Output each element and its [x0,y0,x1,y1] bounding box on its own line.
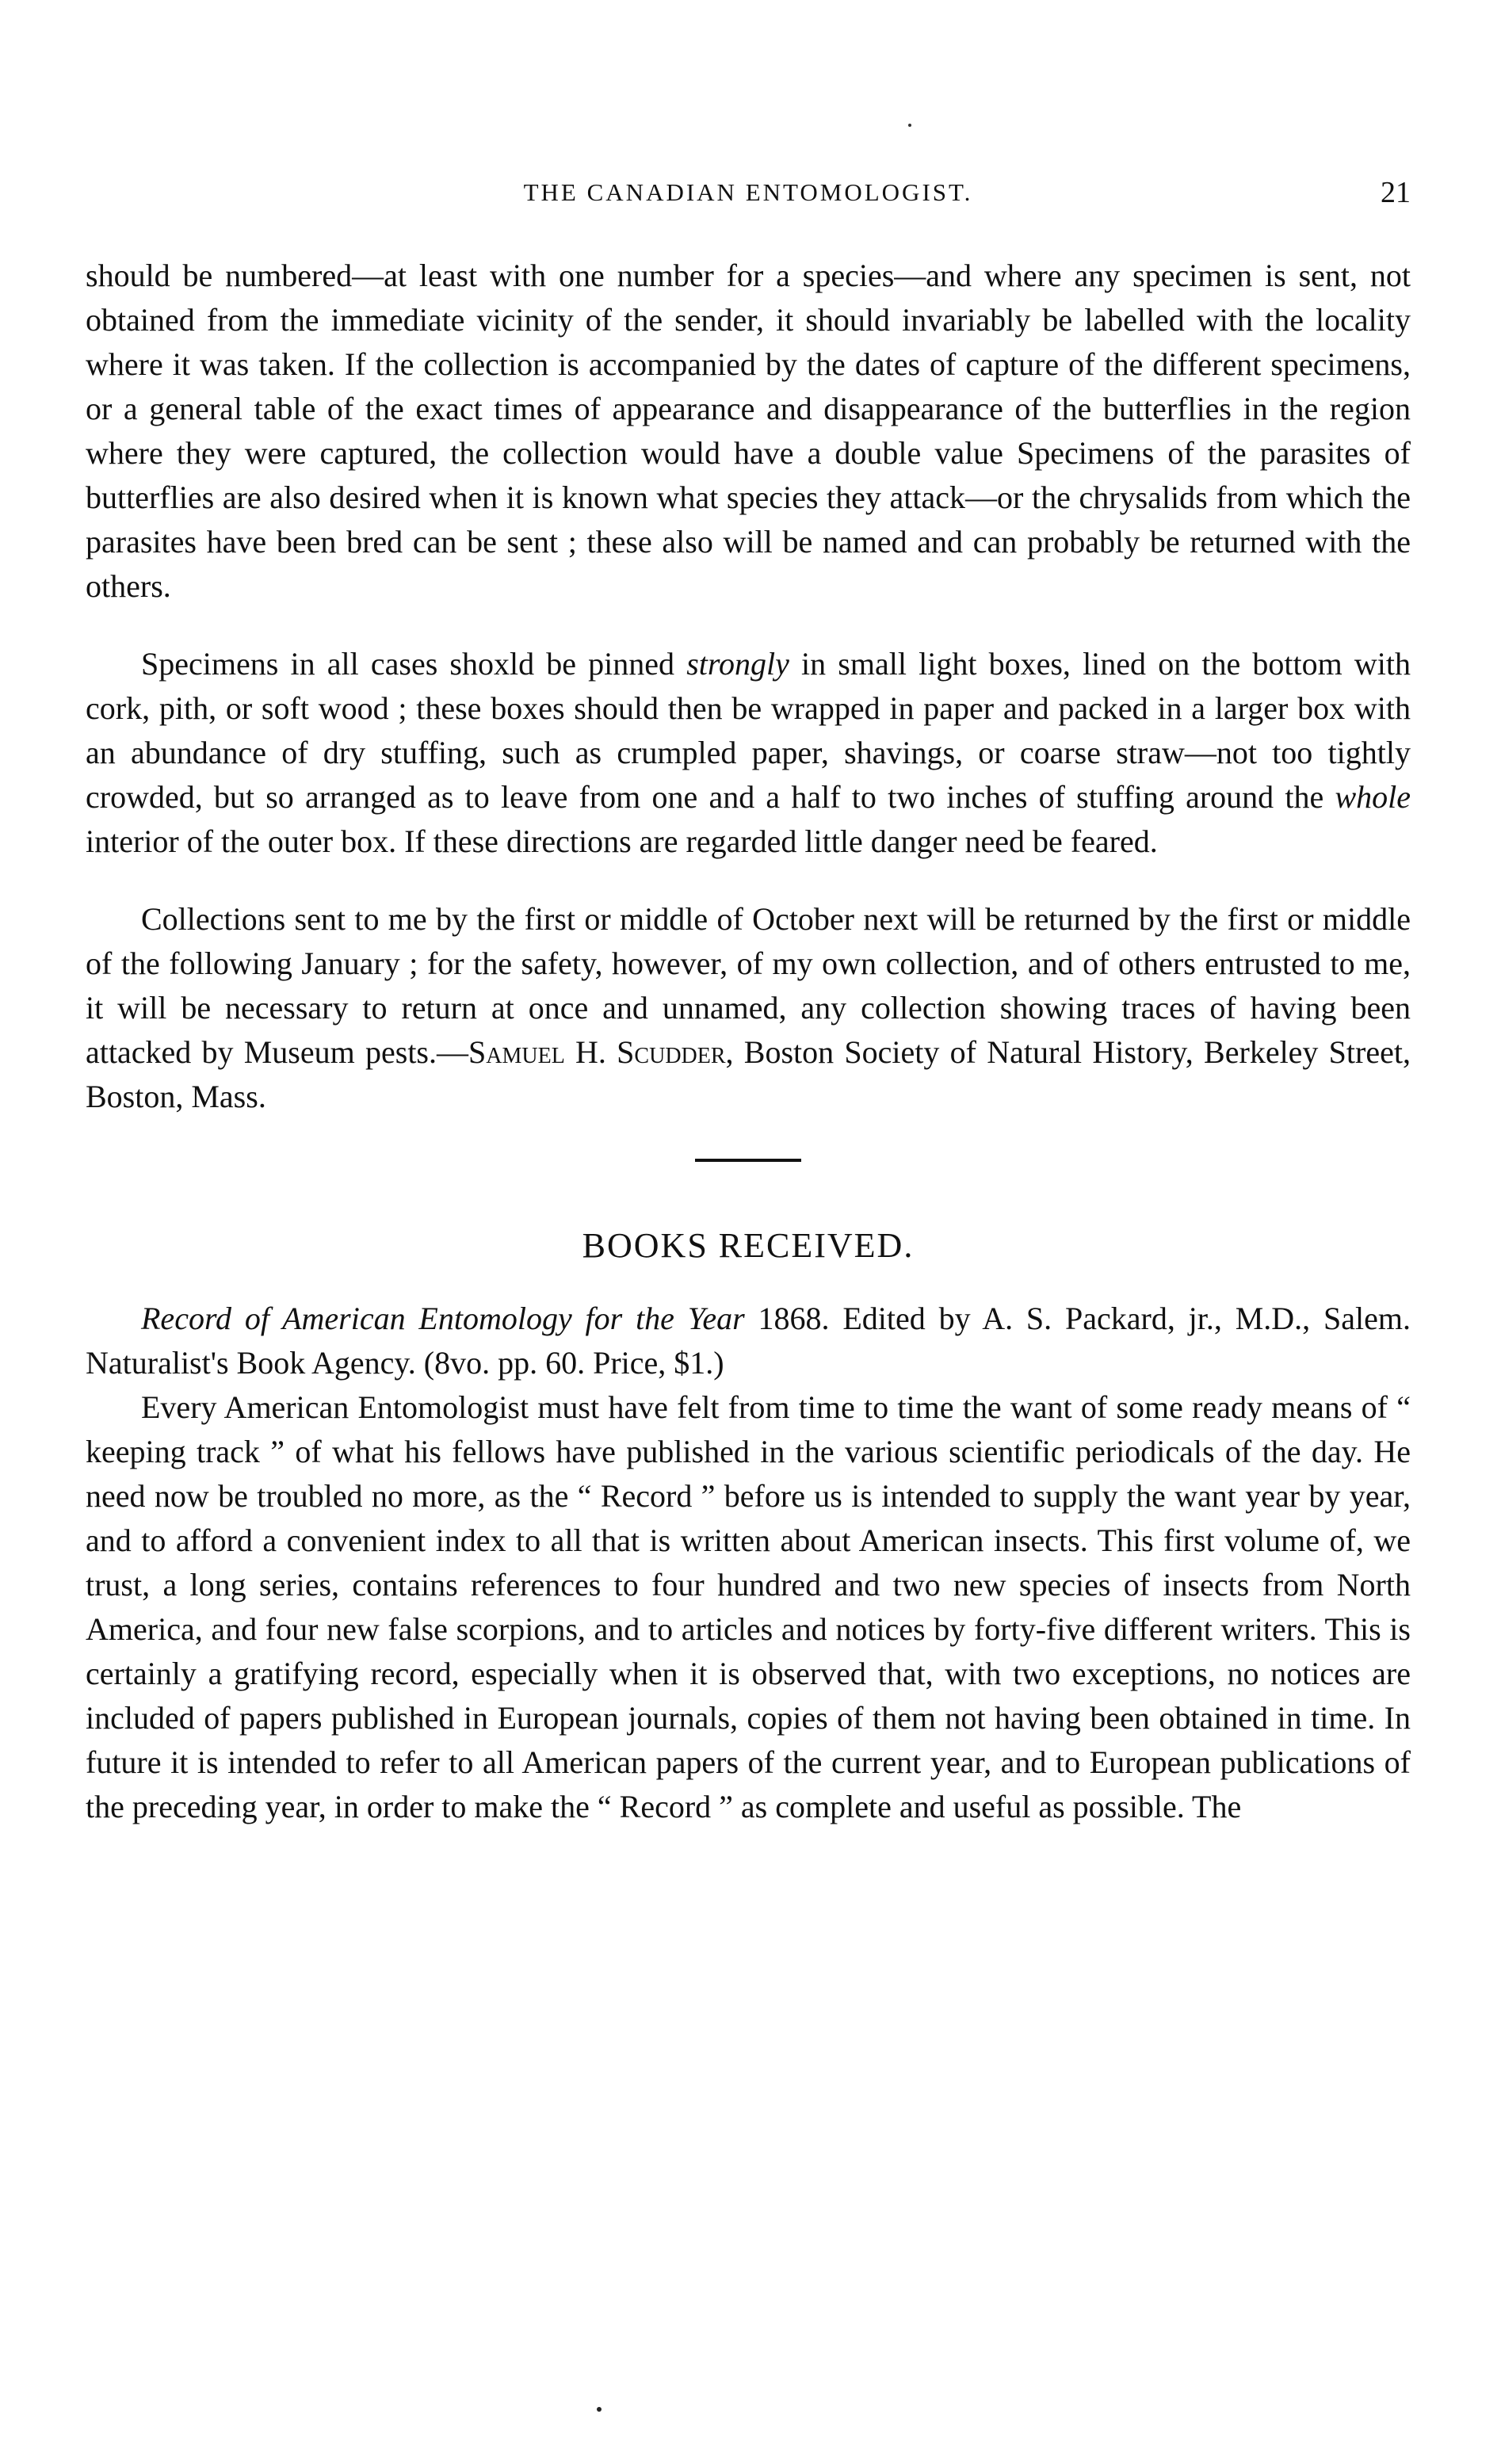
book-review: Every American Entomologist must have felt from time to time the want of some ready means of “ keeping track ” of what his fellows have published in the various scientific periodicals of the day. He need now be troubled no more, as the “ Record ” before us is intended to supply the want year by year, and to afford a convenient index to all that is written about American insects. This first volume of, we trust, a long series, contains references to four hundred and two new species of insects from North America, and four new false scorpions, and to articles and notices by forty-five different writers. This is certainly a gratifying record, especially when it is observed that, with two exceptions, no notices are included of papers published in European journals, copies of them not having been obtained in time. In future it is intended to refer to all American papers of the current year, and to European publications of the preceding year, in order to make the “ Record ” as complete and useful as possible. The [86,1389,1411,1824]
speck-bottom [597,2407,602,2412]
paragraph-continuation: should be numbered—at least with one number for a species—and where any specimen is sent, not obtained from the immediate vicinity of the sender, it should invariably be labelled with the locality where it was taken. If the collection is accompanied by the dates of capture of the different specimens, or a general table of the exact times of appearance and disappearance of the butterflies in the region where they were captured, the collection would have a double value Specimens of the parasites of butterflies are also desired when it is known what species they attack—or the chrysalids from which the parasites have been bred can be sent ; these also will be named and can probably be returned with the others. [86,258,1411,604]
packing-text-middle: in small light boxes, lined on the bottom with cork, pith, or soft wood ; these boxes should then be wrapped in paper and packed in a larger box with an abundance of dry stuffing, such as crumpled paper, shavings, or coarse straw—not too tightly crowded, but so arranged as to leave from one and a half to two inches of stuffing around the [86,646,1411,815]
section-heading: BOOKS RECEIVED. [582,1226,915,1265]
emphasis-whole: whole [1335,779,1411,815]
return-policy-text: Collections sent to me by the first or middle of October next will be returned by the first or middle of the following January ; for the safety, however, of my own collection, and of others entrusted to me, it will be necessary to return at once and unnamed, any collection showing traces of having been attacked by Museum pests.— [86,901,1411,1070]
speck-top [908,124,911,127]
packing-text-start: Specimens in all cases shoxld be pinned [141,646,687,682]
packing-text-end: interior of the outer box. If these directions are regarded little danger need be feared. [86,823,1158,859]
page-number: 21 [1381,176,1411,209]
running-head [86,173,1411,212]
emphasis-strongly: strongly [686,646,789,682]
paragraph-packing-instructions [86,642,1411,864]
book-citation [86,1297,1411,1385]
journal-title: THE CANADIAN ENTOMOLOGIST. [523,178,973,206]
author-signature: Samuel H. Scudder [468,1034,726,1070]
paragraph-return-policy [86,897,1411,1119]
book-title: Record of American Entomology for the Year [141,1301,745,1336]
book-details: 1868. Edited by A. S. Packard, jr., M.D., Salem. Naturalist's Book Agency. (8vo. pp. 60. Price, $1.) [86,1301,1411,1381]
section-divider [695,1159,801,1162]
article-body [86,254,1411,1829]
author-address: , Boston Society of Natural History, Berkeley Street, Boston, Mass. [86,1034,1411,1114]
